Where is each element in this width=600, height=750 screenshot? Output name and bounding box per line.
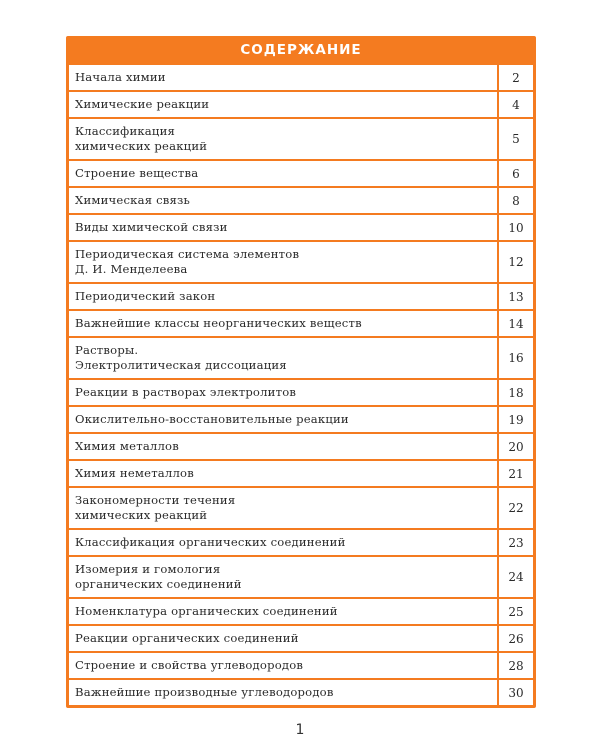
toc-entry-title — [69, 407, 497, 432]
toc-entry-page: 16 — [497, 338, 533, 378]
toc-entry-title-line: химических реакций — [75, 139, 208, 153]
toc-entry-title-line: Реакции органических соединений — [75, 631, 299, 645]
toc-entry-title — [69, 488, 497, 528]
toc-entry[interactable] — [69, 599, 533, 624]
toc-entry[interactable] — [69, 380, 533, 405]
toc-entry[interactable] — [69, 65, 533, 90]
toc-entry[interactable] — [69, 284, 533, 309]
toc-entry[interactable] — [69, 557, 533, 597]
toc-entry-title-line: Химическая связь — [75, 193, 191, 207]
toc-entry-page: 28 — [497, 653, 533, 678]
toc-entry[interactable] — [69, 92, 533, 117]
toc-entry-title — [69, 380, 497, 405]
toc-entry[interactable] — [69, 626, 533, 651]
toc-entry-title-line: Начала химии — [75, 70, 166, 84]
toc-entry[interactable] — [69, 530, 533, 555]
toc-entry-title — [69, 188, 497, 213]
toc-entry[interactable] — [69, 488, 533, 528]
toc-entry-title — [69, 338, 497, 378]
toc-entry-page: 30 — [497, 680, 533, 705]
toc-entry[interactable] — [69, 680, 533, 705]
toc-entry-page: 18 — [497, 380, 533, 405]
toc-entry-title — [69, 626, 497, 651]
toc-entry-title-line: Периодический закон — [75, 289, 216, 303]
toc-entry-page: 22 — [497, 488, 533, 528]
toc-entry-title-line: Изомерия и гомология — [75, 562, 221, 576]
table-of-contents — [66, 36, 536, 708]
toc-entry-page: 21 — [497, 461, 533, 486]
toc-entry-page: 20 — [497, 434, 533, 459]
toc-entry-title-line: Важнейшие классы неорганических веществ — [75, 316, 362, 330]
toc-entry-title — [69, 653, 497, 678]
toc-entry-title-line: Д. И. Менделеева — [75, 262, 188, 276]
toc-entry-page: 8 — [497, 188, 533, 213]
toc-header: СОДЕРЖАНИЕ — [240, 41, 362, 58]
toc-entry-title-line: Номенклатура органических соединений — [75, 604, 338, 618]
toc-entry-title — [69, 161, 497, 186]
toc-entry-title-line: Реакции в растворах электролитов — [75, 385, 297, 399]
toc-entry-title — [69, 434, 497, 459]
toc-entry-title-line: Периодическая система элементов — [75, 247, 300, 261]
toc-entry-title-line: Химические реакции — [75, 97, 210, 111]
toc-entry-title — [69, 461, 497, 486]
toc-entry-page: 24 — [497, 557, 533, 597]
toc-entry-page: 26 — [497, 626, 533, 651]
toc-entry-page: 2 — [497, 65, 533, 90]
toc-entry-title-line: Химия металлов — [75, 439, 179, 453]
toc-entry-title — [69, 119, 497, 159]
toc-entry-title — [69, 65, 497, 90]
toc-entry-title — [69, 284, 497, 309]
toc-entry-title-line: Растворы. — [75, 343, 139, 357]
toc-entry-title-line: Классификация органических соединений — [75, 535, 346, 549]
toc-entry[interactable] — [69, 338, 533, 378]
page-number: 1 — [295, 722, 305, 738]
toc-entry-title — [69, 215, 497, 240]
toc-entry[interactable] — [69, 434, 533, 459]
toc-entry-title-line: Виды химической связи — [75, 220, 228, 234]
toc-entry-page: 6 — [497, 161, 533, 186]
toc-entry-page: 13 — [497, 284, 533, 309]
toc-entry-title-line: Электролитическая диссоциация — [75, 358, 287, 372]
toc-entry-title-line: Важнейшие производные углеводородов — [75, 685, 334, 699]
toc-entry-title-line: Строение вещества — [75, 166, 199, 180]
toc-entry-title — [69, 92, 497, 117]
toc-entry-page: 4 — [497, 92, 533, 117]
toc-entry-title — [69, 530, 497, 555]
toc-rows — [69, 65, 533, 705]
toc-entry-page: 25 — [497, 599, 533, 624]
toc-entry[interactable] — [69, 188, 533, 213]
toc-entry[interactable] — [69, 119, 533, 159]
toc-entry-page: 14 — [497, 311, 533, 336]
toc-entry-title-line: Окислительно-восстановительные реакции — [75, 412, 349, 426]
toc-entry-page: 19 — [497, 407, 533, 432]
toc-entry-page: 23 — [497, 530, 533, 555]
toc-entry[interactable] — [69, 161, 533, 186]
toc-entry-title — [69, 311, 497, 336]
toc-entry[interactable] — [69, 461, 533, 486]
toc-entry-title-line: Строение и свойства углеводородов — [75, 658, 304, 672]
toc-entry-title-line: Химия неметаллов — [75, 466, 194, 480]
toc-entry-title — [69, 242, 497, 282]
toc-entry-title-line: органических соединений — [75, 577, 242, 591]
toc-entry-title — [69, 599, 497, 624]
toc-entry-title-line: Закономерности течения — [75, 493, 236, 507]
toc-entry-page: 12 — [497, 242, 533, 282]
toc-entry[interactable] — [69, 242, 533, 282]
toc-entry[interactable] — [69, 653, 533, 678]
toc-entry-title — [69, 680, 497, 705]
toc-entry-page: 10 — [497, 215, 533, 240]
toc-entry[interactable] — [69, 407, 533, 432]
toc-entry-title-line: химических реакций — [75, 508, 208, 522]
toc-entry-title — [69, 557, 497, 597]
toc-entry-page: 5 — [497, 119, 533, 159]
toc-entry-title-line: Классификация — [75, 124, 176, 138]
toc-entry[interactable] — [69, 311, 533, 336]
toc-entry[interactable] — [69, 215, 533, 240]
